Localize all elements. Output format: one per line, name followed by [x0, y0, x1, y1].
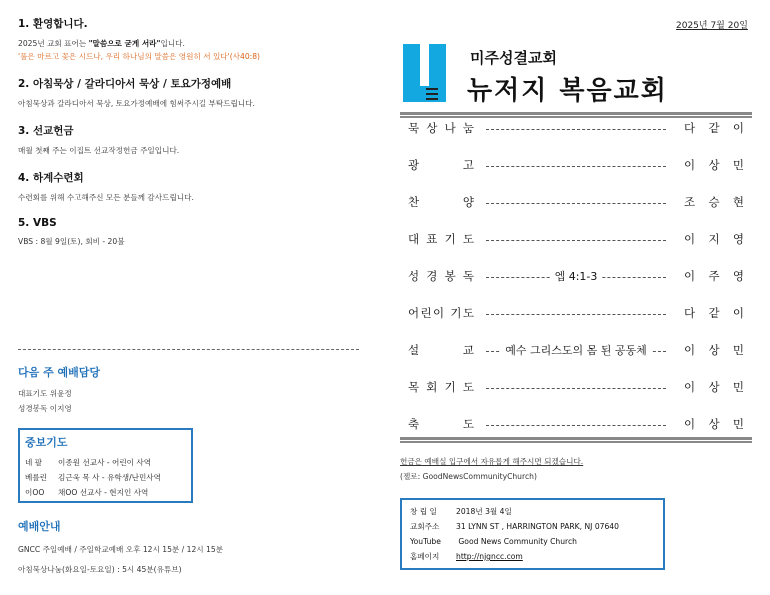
section-vbs	[18, 217, 363, 248]
order-label: 묵 상 나 눔	[408, 121, 474, 135]
section-title: 2. 아침묵상 / 갈라디아서 묵상 / 토요가정예배	[18, 78, 232, 90]
order-top-rule	[400, 112, 752, 118]
order-dashes	[486, 314, 666, 315]
next-week-title: 다음 주 예배담당	[18, 366, 101, 379]
order-dashes	[486, 166, 666, 167]
denomination-name: 미주성결교회	[470, 49, 557, 67]
section-title: 3. 선교헌금	[18, 125, 74, 137]
order-bottom-rule	[400, 437, 752, 443]
motto-line	[18, 37, 363, 50]
order-person: 조 승 현	[684, 195, 744, 209]
info-key: 홈페이지	[410, 552, 440, 561]
order-dashes	[486, 203, 666, 204]
order-label: 광 고	[408, 158, 474, 172]
meditation-time: 아침묵상나눔(화요일-토요일) : 5시 45분(유튜브)	[18, 565, 182, 574]
section-meditation	[18, 76, 363, 110]
intercession-place: 네 팔	[25, 458, 43, 467]
section-summer-retreat	[18, 170, 363, 204]
order-label: 설 교	[408, 343, 474, 357]
intercession-place: 베를린	[25, 473, 48, 482]
church-info-box	[400, 498, 665, 570]
next-week-duty	[18, 364, 358, 416]
order-dashes	[486, 388, 666, 389]
next-week-reading: 성경봉독 이지영	[18, 404, 72, 413]
order-person: 이 상 민	[684, 417, 744, 431]
intercession-text: 채OO 선교사 - 현지인 사역	[58, 488, 149, 497]
section-welcome	[18, 16, 363, 63]
order-person: 이 상 민	[684, 380, 744, 394]
offering-zelle: (젤로: GoodNewsCommunityChurch)	[400, 472, 537, 481]
info-row	[410, 549, 655, 564]
order-row	[408, 379, 748, 399]
order-person: 이 상 민	[684, 158, 744, 172]
intercession-text: 김근욱 목 사 - 유학생/난민사역	[58, 473, 161, 482]
info-key: 교회주소	[410, 522, 440, 531]
order-label: 어 린 이 기 도	[408, 306, 474, 320]
info-value: 2018년 3월 4일	[456, 507, 512, 516]
info-row	[410, 519, 655, 534]
section-text: VBS : 8월 9일(토), 회비 - 20불	[18, 237, 125, 246]
intercession-place: 이OO	[25, 488, 45, 497]
order-label: 찬 양	[408, 195, 474, 209]
order-dashes	[486, 425, 666, 426]
order-detail: 예수 그리스도의 몸 된 공동체	[488, 342, 664, 358]
worship-title: 예배안내	[18, 520, 61, 533]
info-row	[410, 534, 655, 549]
intercession-title: 중보기도	[25, 436, 68, 449]
next-week-prayer: 대표기도 위윤정	[18, 389, 72, 398]
bulletin-date: 2025년 7월 20일	[676, 21, 748, 31]
order-label: 목 회 기 도	[408, 380, 474, 394]
worship-time: GNCC 주일예배 / 주일학교예배 오후 12시 15분 / 12시 15분	[18, 545, 224, 554]
order-row	[408, 157, 748, 177]
intercession-row	[25, 470, 186, 485]
order-row	[408, 120, 748, 140]
order-dashes	[486, 240, 666, 241]
order-row	[408, 305, 748, 325]
intercession-row	[25, 485, 186, 500]
intercession-box	[18, 428, 193, 503]
motto-bold: "말씀으로 굳게 서라"	[88, 39, 161, 48]
intercession-row	[25, 455, 186, 470]
section-mission-offering	[18, 123, 363, 157]
info-value: 31 LYNN ST , HARRINGTON PARK, NJ 07640	[456, 522, 619, 531]
intercession-text: 이종원 선교사 - 어린이 사역	[58, 458, 152, 467]
info-key: YouTube	[410, 537, 441, 546]
section-text: 수련회를 위해 수고해주신 모든 분들께 감사드립니다.	[18, 193, 194, 202]
order-label: 대 표 기 도	[408, 232, 474, 246]
church-logo-icon	[403, 44, 461, 106]
section-title: 4. 하계수련회	[18, 172, 84, 184]
order-label: 축 도	[408, 417, 474, 431]
order-dashes	[486, 129, 666, 130]
info-row	[410, 504, 655, 519]
order-row	[408, 231, 748, 251]
dashed-divider	[18, 349, 359, 350]
order-person: 이 주 영	[684, 269, 744, 283]
offering-note: 헌금은 예배실 입구에서 자유롭게 해주시면 되겠습니다.	[400, 457, 584, 466]
order-row	[408, 268, 748, 288]
order-row	[408, 194, 748, 214]
order-row	[408, 416, 748, 436]
homepage-link[interactable]: http://njgncc.com	[456, 552, 523, 561]
church-name: 뉴저지 복음교회	[467, 76, 668, 106]
order-person: 다 같 이	[684, 121, 744, 135]
section-text: 아침묵상과 갈라디아서 묵상, 토요가정예배에 힘써주시길 부탁드립니다.	[18, 99, 255, 108]
section-title: 1. 환영합니다.	[18, 18, 88, 30]
bible-verse: '풀은 마르고 꽃은 시드나, 우리 하나님의 말씀은 영원히 서 있다'(사40:8)	[18, 52, 261, 61]
section-text: 매월 첫째 주는 이집트 선교작정헌금 주일입니다.	[18, 146, 180, 155]
order-label: 성 경 봉 독	[408, 269, 474, 283]
info-value: Good News Community Church	[456, 537, 577, 546]
order-person: 다 같 이	[684, 306, 744, 320]
info-key: 창 립 일	[410, 507, 437, 516]
order-person: 이 상 민	[684, 343, 744, 357]
order-detail: 엡 4:1-3	[488, 268, 664, 284]
worship-info	[18, 518, 358, 580]
order-person: 이 지 영	[684, 232, 744, 246]
motto-pre: 2025년 교회 표어는	[18, 39, 89, 48]
motto-post: 입니다.	[160, 39, 185, 48]
order-row	[408, 342, 748, 362]
announcements	[18, 16, 363, 261]
section-title: 5. VBS	[18, 217, 57, 229]
